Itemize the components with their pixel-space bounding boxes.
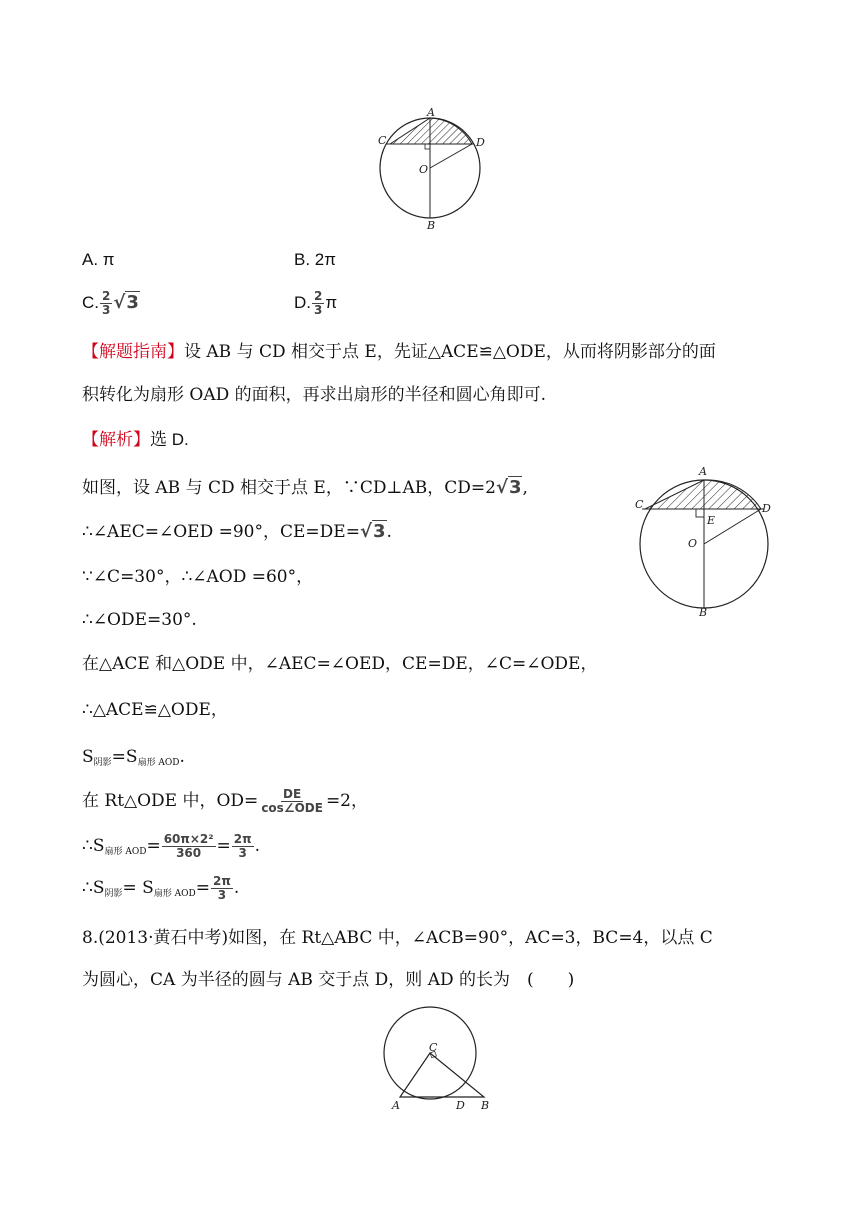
guide-line-2: 积转化为扇形 OAD 的面积，再求出扇形的半径和圆心角即可.	[82, 385, 547, 405]
analysis-line-10: $\therefore S_{阴影}= S_{扇形 AOD}=$ $\frac{2\pi}{3}$ .	[82, 874, 240, 902]
label-d: D	[762, 502, 771, 515]
analysis-line-4: ∴∠ODE=30°.	[82, 610, 197, 630]
label-o: O	[688, 537, 698, 550]
label-c: C	[429, 1041, 438, 1054]
option-a: A. π	[82, 250, 115, 269]
option-c: C. $\frac{2}{3}$ √3	[82, 289, 139, 317]
figure-triangle-circle	[380, 1005, 500, 1117]
analysis-line-7: $S_{阴影}=S_{扇形 AOD}$.	[82, 747, 185, 768]
figure-circle-top	[368, 105, 493, 235]
analysis-line-6: ∴△ACE≌△ODE，	[82, 700, 228, 720]
label-d: D	[476, 136, 485, 149]
analysis-line-8: 在 Rt△ODE 中，OD= $\frac{DE}{\text{cos∠ODE}}$ =2，	[82, 787, 368, 815]
label-e: E	[707, 514, 716, 527]
guide-tag: 【解题指南】	[82, 342, 184, 362]
shaded-region	[390, 118, 472, 144]
analysis-tag: 【解析】	[82, 430, 150, 450]
analysis-line-3: ∵∠C=30°，∴∠AOD =60°，	[82, 567, 314, 587]
label-a: A	[427, 106, 435, 119]
guide-line-1: 【解题指南】设 AB 与 CD 相交于点 E，先证△ACE≌△ODE，从而将阴影部分的面	[82, 342, 716, 362]
question8-line-1: 8.(2013·黄石中考)如图，在 Rt△ABC 中，∠ACB=90°，AC=3，BC=4，以点 C	[82, 928, 713, 948]
analysis-header: 【解析】选 D.	[82, 430, 189, 450]
option-d: D. $\frac{2}{3}$ π	[294, 289, 338, 317]
analysis-line-2: ∴∠AEC=∠OED =90°，CE=DE=√3.	[82, 521, 392, 542]
label-b: B	[699, 606, 708, 619]
label-c: C	[635, 498, 644, 511]
figure-circle-solution	[630, 460, 780, 620]
triangle	[400, 1053, 484, 1097]
label-c: C	[378, 134, 387, 147]
analysis-line-9: $\therefore S_{扇形 AOD}=$ $\frac{\text{60π×2²}}{360}$ = $\frac{2\pi}{3}$ .	[82, 832, 261, 860]
label-a: A	[699, 465, 707, 478]
analysis-line-1: 如图，设 AB 与 CD 相交于点 E，∵CD⊥AB，CD=2√3,	[82, 477, 528, 498]
label-b: B	[481, 1099, 490, 1112]
label-a: A	[392, 1099, 400, 1112]
analysis-line-5: 在△ACE 和△ODE 中，∠AEC=∠OED，CE=DE，∠C=∠ODE，	[82, 654, 598, 674]
question8-line-2: 为圆心，CA 为半径的圆与 AB 交于点 D，则 AD 的长为 ( )	[82, 970, 575, 990]
label-b: B	[427, 219, 436, 232]
option-b: B. 2π	[294, 250, 336, 269]
label-o: O	[419, 163, 429, 176]
label-d: D	[456, 1099, 465, 1112]
